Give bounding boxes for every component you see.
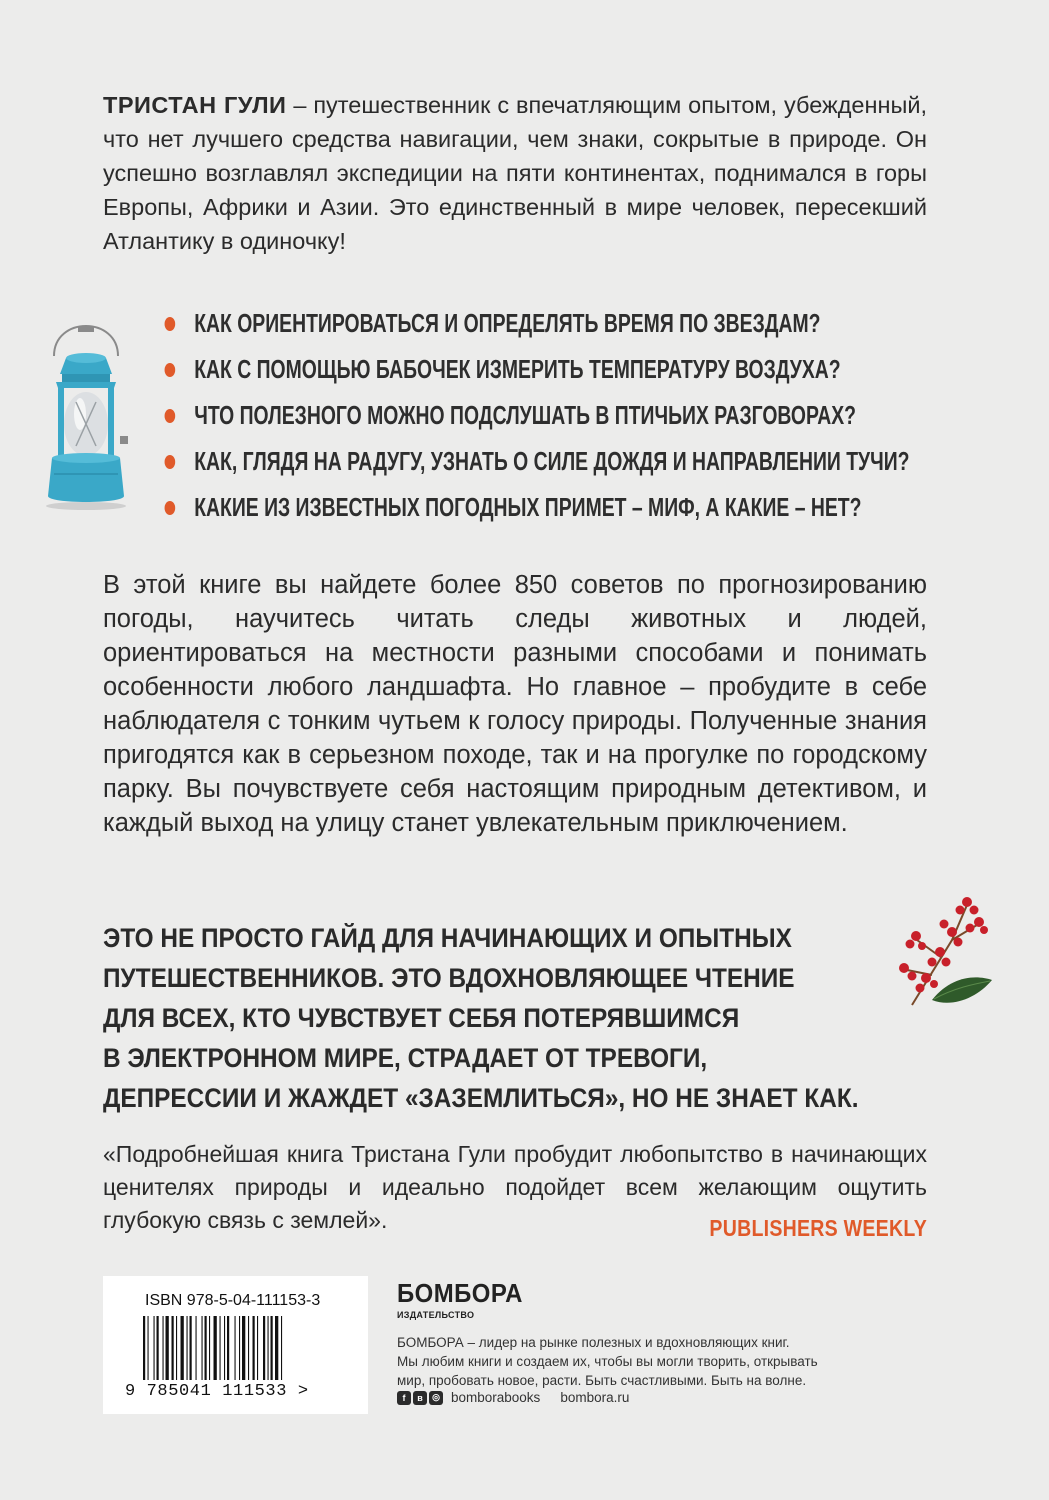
bullet-dot-icon [165, 455, 176, 469]
bullet-dot-icon [165, 501, 176, 515]
barcode-bar [268, 1316, 269, 1380]
quote-source: PUBLISHERS WEEKLY [709, 1215, 927, 1241]
lantern-illustration [36, 296, 136, 516]
website-link: bombora.ru [560, 1390, 630, 1405]
publisher-description-line: Мы любим книги и создаем их, чтобы вы могли творить, открывать [397, 1354, 818, 1369]
barcode-icon [143, 1316, 333, 1380]
bullet-dot-icon [165, 363, 176, 377]
vk-icon: в [413, 1391, 427, 1405]
isbn-label: ISBN 978-5-04-111153-3 [145, 1292, 321, 1309]
barcode-bar [187, 1316, 188, 1380]
barcode-bar [176, 1316, 177, 1380]
publisher-subtitle: ИЗДАТЕЛЬСТВО [397, 1310, 475, 1320]
barcode-bar [275, 1316, 278, 1380]
book-description: В этой книге вы найдете более 850 советов по прогнозированию погоды, научитесь читать следы животных и людей, ориентироваться на местности разными способами и понимать особенности любого ландшафта. Но главное – пробудите в себе наблюдателя с тонким чутьем к голосу природы. Полученные знания пригодятся как в серьезном походе, так и на прогулке по городскому парку. Вы почувствуете себя настоящим природным детективом, и каждый выход на улицу станет увлекательным приключением. [103, 571, 927, 837]
barcode-bar [220, 1316, 221, 1380]
barcode-bar [263, 1316, 265, 1380]
barcode-bar [181, 1316, 184, 1380]
barcode-bar [166, 1316, 169, 1380]
social-row [397, 1390, 629, 1405]
bullet-dot-icon [165, 409, 176, 423]
barcode-bar [209, 1316, 210, 1380]
barcode-bar [248, 1316, 249, 1380]
barcode-bar [148, 1316, 149, 1380]
barcode-bar [235, 1316, 236, 1380]
author-name: ТРИСТАН ГУЛИ [103, 92, 287, 118]
barcode-bar [202, 1316, 203, 1380]
statement-line: ЭТО НЕ ПРОСТО ГАЙД ДЛЯ НАЧИНАЮЩИХ И ОПЫТНЫХ [103, 923, 792, 953]
social-handle: bomborabooks [451, 1390, 541, 1405]
publisher-description [397, 1333, 847, 1390]
barcode-bar [190, 1316, 192, 1380]
barcode-bar [253, 1316, 255, 1380]
publisher-logo: БОМБОРА [397, 1278, 523, 1308]
bullet-dot-icon [165, 317, 176, 331]
statement-line: В ЭЛЕКТРОННОМ МИРЕ, СТРАДАЕТ ОТ ТРЕВОГИ, [103, 1043, 708, 1073]
barcode-bar [157, 1316, 159, 1380]
author-bio [103, 88, 927, 258]
statement-line: ПУТЕШЕСТВЕННИКОВ. ЭТО ВДОХНОВЛЯЮЩЕЕ ЧТЕНИЕ [103, 963, 795, 993]
barcode-bar [227, 1316, 229, 1380]
instagram-icon: ◎ [429, 1391, 443, 1405]
barcode-bar [154, 1316, 155, 1380]
barcode-box [103, 1276, 368, 1414]
author-bio-text: – путешественник с впечатляющим опытом, убежденный, что нет лучшего средства навигации, чем знаки, сокрытые в природе. Он успешно возглавлял экспедиции на пяти континентах, поднимался в горы Европы, Африки и Азии. Это единственный в мире человек, пересекший Атлантику в одиночку! [103, 92, 927, 254]
barcode-bar [196, 1316, 197, 1380]
statement-line: ДЕПРЕССИИ И ЖАЖДЕТ «ЗАЗЕМЛИТЬСЯ», НО НЕ ЗНАЕТ КАК. [103, 1083, 859, 1113]
barcode-bar [239, 1316, 240, 1380]
statement-line: ДЛЯ ВСЕХ, КТО ЧУВСТВУЕТ СЕБЯ ПОТЕРЯВШИМСЯ [103, 1003, 740, 1033]
review-quote: «Подробнейшая книга Тристана Гули пробудит любопытство в начинающих ценителях природы и идеально подойдет всем желающим ощутить глубокую связь с землей». [103, 1141, 927, 1233]
barcode-bar [224, 1316, 225, 1380]
barcode-bar [163, 1316, 164, 1380]
holly-berries-illustration [882, 880, 1002, 1020]
publisher-description-line: мир, пробовать новое, расти. Быть счастливыми. Быть на волне. [397, 1373, 807, 1388]
barcode-bar [242, 1316, 245, 1380]
barcode-bar [214, 1316, 217, 1380]
bold-statement [103, 918, 931, 1118]
barcode-bar [205, 1316, 207, 1380]
barcode-bar [257, 1316, 258, 1380]
facebook-icon: f [397, 1391, 411, 1405]
barcode-bar [172, 1316, 174, 1380]
publisher-description-line: БОМБОРА – лидер на рынке полезных и вдохновляющих книг. [397, 1335, 790, 1350]
barcode-bar [281, 1316, 282, 1380]
barcode-bar [143, 1316, 145, 1380]
barcode-digits: 9 785041 111533 > [125, 1382, 309, 1401]
barcode-bar [271, 1316, 273, 1380]
